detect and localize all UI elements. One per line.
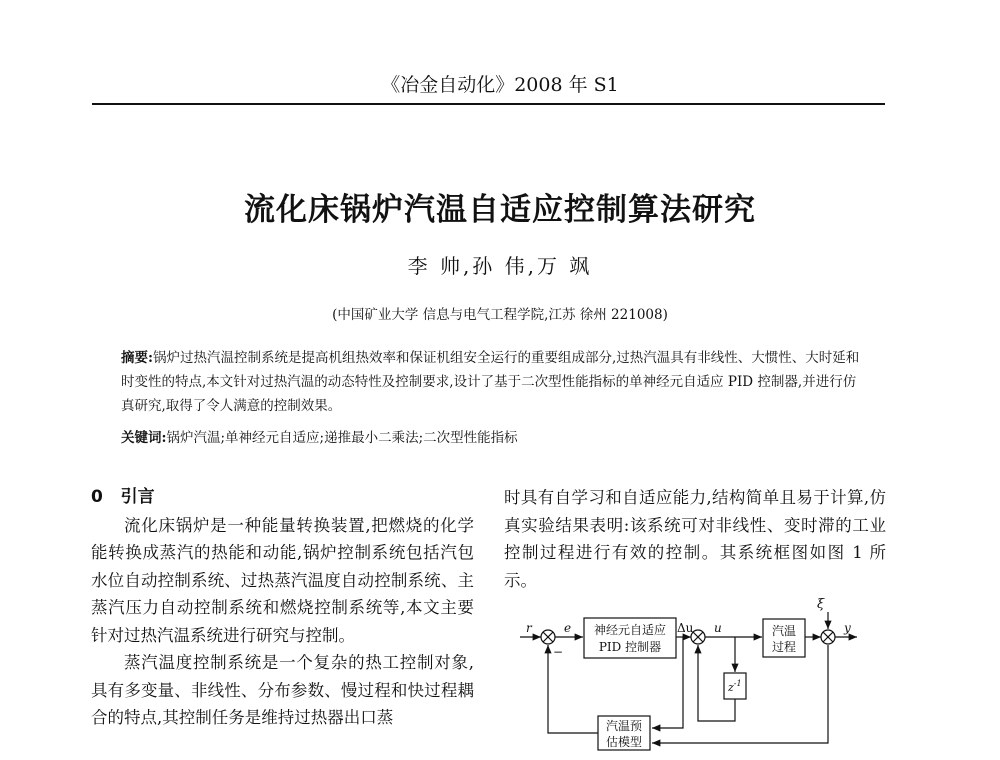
keywords-label: 关键词: xyxy=(121,430,167,446)
abstract xyxy=(121,346,866,418)
delay-z: z xyxy=(728,681,734,694)
journal-header: 《冶金自动化》2008 年 S1 xyxy=(381,74,619,96)
process-label-1: 汽温 xyxy=(771,624,797,638)
abstract-text: 锅炉过热汽温控制系统是提高机组热效率和保证机组安全运行的重要组成部分,过热汽温具有非线性、大惯性、大时延和时变性的特点,本文针对过热汽温的动态特性及控制要求,设计了基于二次型性能指标的单神经元自适应 PID 控制器,并进行仿真研究,取得了令人满意的控制效果。 xyxy=(121,350,860,414)
paper-affiliation: (中国矿业大学 信息与电气工程学院,江苏 徐州 221008) xyxy=(332,307,668,323)
paper-title: 流化床锅炉汽温自适应控制算法研究 xyxy=(244,192,756,228)
label-u: u xyxy=(714,621,722,635)
process-label-2: 过程 xyxy=(771,640,797,654)
label-e: e xyxy=(564,621,572,635)
summing-junction-3 xyxy=(821,630,835,644)
controller-label-2: PID 控制器 xyxy=(598,640,662,654)
delay-label xyxy=(727,679,742,694)
abstract-label: 摘要: xyxy=(121,350,153,366)
delay-exponent: -1 xyxy=(733,679,742,688)
label-y: y xyxy=(844,621,851,635)
controller-label-1: 神经元自适应 xyxy=(593,623,667,637)
estimator-label-1: 汽温预 xyxy=(605,719,643,733)
section-heading xyxy=(91,484,474,512)
intro-paragraph-1: 流化床锅炉是一种能量转换装置,把燃烧的化学能转换成蒸汽的热能和动能,锅炉控制系统包括汽包水位自动控制系统、过热蒸汽温度自动控制系统、主蒸汽压力自动控制系统和燃烧控制系统等,本文主要针对过热汽温系统进行研究与控制。 xyxy=(91,515,474,645)
estimator-label-2: 估模型 xyxy=(605,735,643,749)
section-title: 引言 xyxy=(120,487,155,507)
intro-paragraph-2: 蒸汽温度控制系统是一个复杂的热工控制对象,具有多变量、非线性、分布参数、慢过程和快过程耦合的特点,其控制任务是维持过热器出口蒸 xyxy=(91,653,474,727)
system-block-diagram xyxy=(520,590,860,755)
section-number: 0 xyxy=(91,487,103,507)
label-r: r xyxy=(526,621,532,635)
label-disturbance: ξ xyxy=(817,597,825,612)
right-column xyxy=(504,484,886,594)
header-rule xyxy=(92,103,885,105)
intro-paragraph-continued: 时具有自学习和自适应能力,结构简单且易于计算,仿真实验结果表明:该系统可对非线性、变时滞的工业控制过程进行有效的控制。其系统框图如图 1 所示。 xyxy=(504,488,886,590)
label-minus: − xyxy=(553,645,564,659)
keywords xyxy=(121,426,866,446)
label-delta-u: Δu xyxy=(677,621,694,635)
paper-authors: 李 帅,孙 伟,万 飒 xyxy=(407,254,593,278)
left-column xyxy=(91,484,474,732)
summing-junction-1 xyxy=(541,630,555,644)
keywords-text: 锅炉汽温;单神经元自适应;递推最小二乘法;二次型性能指标 xyxy=(166,430,518,446)
